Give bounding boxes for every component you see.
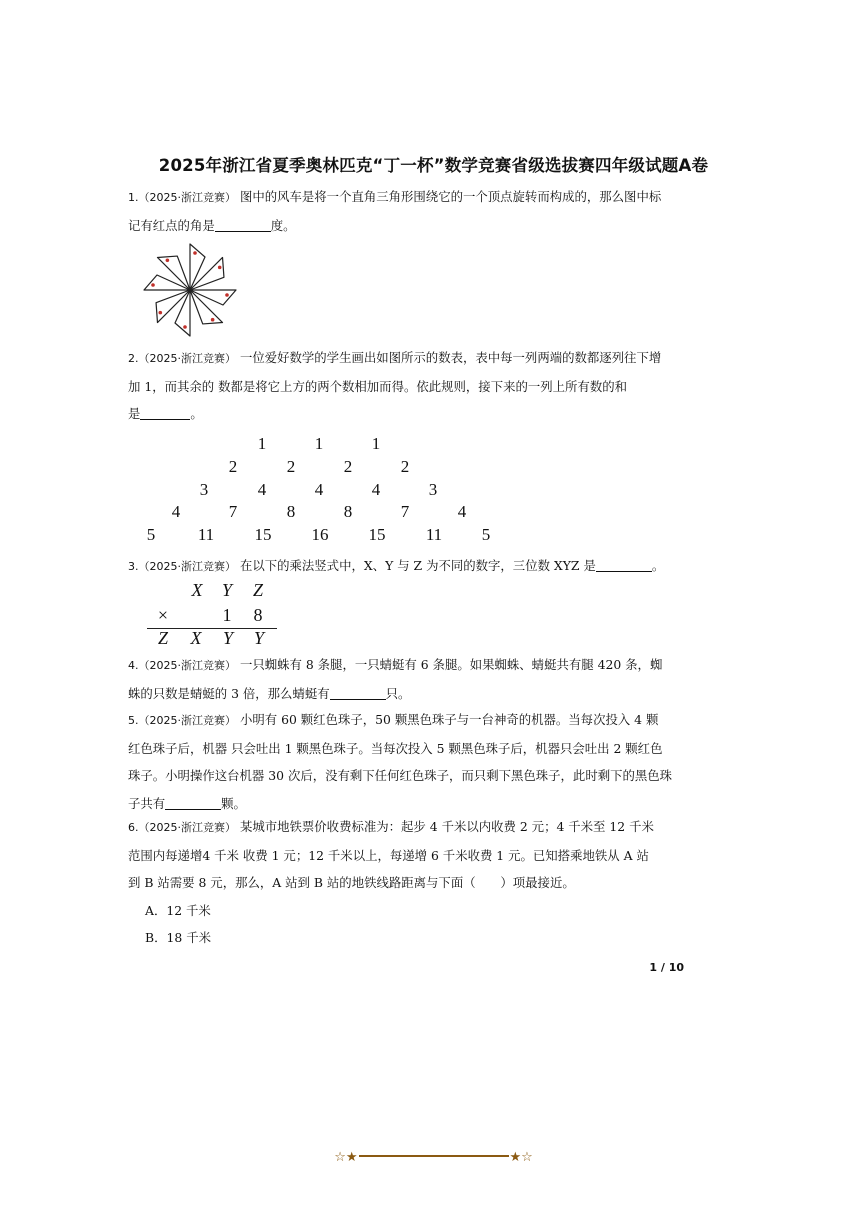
question-text: 蛛的只数是蜻蜓的 3 倍，那么蜻蜓有 <box>128 685 330 701</box>
option-a[interactable]: A．12 千米 <box>145 903 211 918</box>
triangle-cell: 7 <box>400 502 410 521</box>
question-1 <box>128 183 684 239</box>
question-number: 3. <box>128 560 139 573</box>
question-source: （2025·浙江竞赛） <box>138 560 236 573</box>
question-2 <box>128 344 684 428</box>
red-dot-marker <box>193 251 197 255</box>
result-digit: X <box>190 628 202 648</box>
windmill-blade <box>190 257 224 290</box>
footer-decoration <box>0 1150 867 1165</box>
question-number: 1. <box>128 191 139 204</box>
answer-blank[interactable] <box>596 558 652 572</box>
triangle-cell: 11 <box>425 525 443 544</box>
question-source: （2025·浙江竞赛） <box>138 191 236 204</box>
question-text: 一位爱好数学的学生画出如图所示的数表，表中每一列两端的数都逐列往下增 <box>239 350 662 365</box>
multiplier-digit: 8 <box>253 605 263 625</box>
triangle-cell: 7 <box>228 502 238 521</box>
triangle-cell: 2 <box>228 457 238 476</box>
answer-blank[interactable] <box>330 686 386 700</box>
red-dot-marker <box>225 293 229 297</box>
windmill-blade <box>157 256 190 290</box>
question-number: 4. <box>128 659 139 672</box>
triangle-cell: 1 <box>314 434 324 453</box>
question-text: 范围内每递增4 千米 收费 1 元；12 千米以上，每递增 6 千米收费 1 元。已知搭乘地铁从 A 站 <box>128 847 649 863</box>
red-dot-marker <box>159 311 163 315</box>
triangle-cell: 11 <box>197 525 215 544</box>
question-text: 到 B 站需要 8 元，那么，A 站到 B 站的地铁线路距离与下面（ ）项最接近。 <box>128 875 575 890</box>
digit-x: X <box>191 580 203 600</box>
triangle-cell: 4 <box>314 480 324 499</box>
answer-blank[interactable] <box>140 406 190 420</box>
answer-blank[interactable] <box>165 796 221 810</box>
red-dot-marker <box>151 283 155 287</box>
windmill-figure <box>140 240 240 340</box>
question-5 <box>128 706 684 817</box>
question-4 <box>128 651 684 707</box>
triangle-cell: 4 <box>457 502 467 521</box>
triangle-cell: 4 <box>371 480 381 499</box>
triangle-cell: 16 <box>311 525 329 544</box>
triangle-cell: 1 <box>371 434 381 453</box>
triangle-cell: 2 <box>286 457 296 476</box>
footer-stars-right: ★☆ <box>509 1150 533 1165</box>
red-dot-marker <box>183 325 187 329</box>
triangle-cell: 3 <box>428 480 438 499</box>
option-b[interactable]: B．18 千米 <box>145 930 211 945</box>
question-number: 6. <box>128 821 139 834</box>
question-text: 某城市地铁票价收费标准为：起步 4 千米以内收费 2 元；4 千米至 12 千米 <box>239 819 654 834</box>
windmill-blade <box>190 290 223 324</box>
question-text: 图中的风车是将一个直角三角形围绕它的一个顶点旋转而构成的，那么图中标 <box>239 189 662 204</box>
question-text: 只。 <box>385 685 411 701</box>
triangle-cell: 3 <box>199 480 209 499</box>
question-text: 在以下的乘法竖式中，X、Y 与 Z 为不同的数字，三位数 XYZ 是 <box>239 558 596 573</box>
question-3 <box>128 552 684 581</box>
question-source: （2025·浙江竞赛） <box>138 714 236 727</box>
question-source: （2025·浙江竞赛） <box>138 821 236 834</box>
answer-blank[interactable] <box>215 218 271 232</box>
question-text: 一只蜘蛛有 8 条腿，一只蜻蜓有 6 条腿。如果蜘蛛、蜻蜓共有腿 420 条，蜘 <box>239 657 663 672</box>
windmill-blade <box>156 290 190 323</box>
question-number: 5. <box>128 714 139 727</box>
question-number: 2. <box>128 352 139 365</box>
footer-stars-left: ☆★ <box>334 1150 358 1165</box>
times-sign: × <box>157 605 169 625</box>
question-text: 小明有 60 颗红色珠子，50 颗黑色珠子与一台神奇的机器。当每次投入 4 颗 <box>239 712 659 727</box>
question-6 <box>128 813 684 897</box>
red-dot-marker <box>166 259 170 263</box>
question-source: （2025·浙江竞赛） <box>138 352 236 365</box>
triangle-cell: 4 <box>171 502 181 521</box>
triangle-cell: 5 <box>481 525 491 544</box>
question-text: 。 <box>651 558 665 573</box>
triangle-cell: 2 <box>400 457 410 476</box>
result-digit: Z <box>157 628 168 648</box>
question-text: 加 1，而其余的 数都是将它上方的两个数相加而得。依此规则，接下来的一列上所有数的和 <box>128 378 627 394</box>
question-text: 记有红点的角是 <box>128 217 215 233</box>
triangle-cell: 15 <box>254 525 272 544</box>
page-title: 2025年浙江省夏季奥林匹克“丁一杯”数学竞赛省级选拔赛四年级试题A卷 <box>158 156 709 175</box>
result-digit: Y <box>222 628 233 648</box>
page-number: 1 / 10 <box>649 961 684 974</box>
triangle-cell: 4 <box>257 480 267 499</box>
red-dot-marker <box>218 266 222 270</box>
question-text: 红色珠子后，机器 只会吐出 1 颗黑色珠子。当每次投入 5 颗黑色珠子后，机器只会吐出 2 颗红色 <box>128 740 663 756</box>
triangle-cell: 1 <box>257 434 267 453</box>
triangle-cell: 2 <box>343 457 353 476</box>
question-text: 子共有 <box>128 795 166 811</box>
triangle-cell: 8 <box>286 502 296 521</box>
digit-y: Y <box>221 580 232 600</box>
question-text: 颗。 <box>221 795 246 811</box>
red-dot-marker <box>211 318 215 322</box>
question-text: 是 <box>128 406 141 421</box>
triangle-cell: 8 <box>343 502 353 521</box>
triangle-cell: 15 <box>368 525 386 544</box>
result-digit: Y <box>253 628 264 648</box>
question-text: 珠子。小明操作这台机器 30 次后，没有剩下任何红色珠子，而只剩下黑色珠子，此时剩下的黑色珠 <box>128 768 673 783</box>
multiplier-digit: 1 <box>222 605 232 625</box>
question-text: 。 <box>190 406 203 421</box>
question-text: 度。 <box>270 217 296 233</box>
footer-divider <box>359 1155 509 1157</box>
digit-z: Z <box>252 580 263 600</box>
triangle-cell: 5 <box>146 525 156 544</box>
question-source: （2025·浙江竞赛） <box>138 659 236 672</box>
